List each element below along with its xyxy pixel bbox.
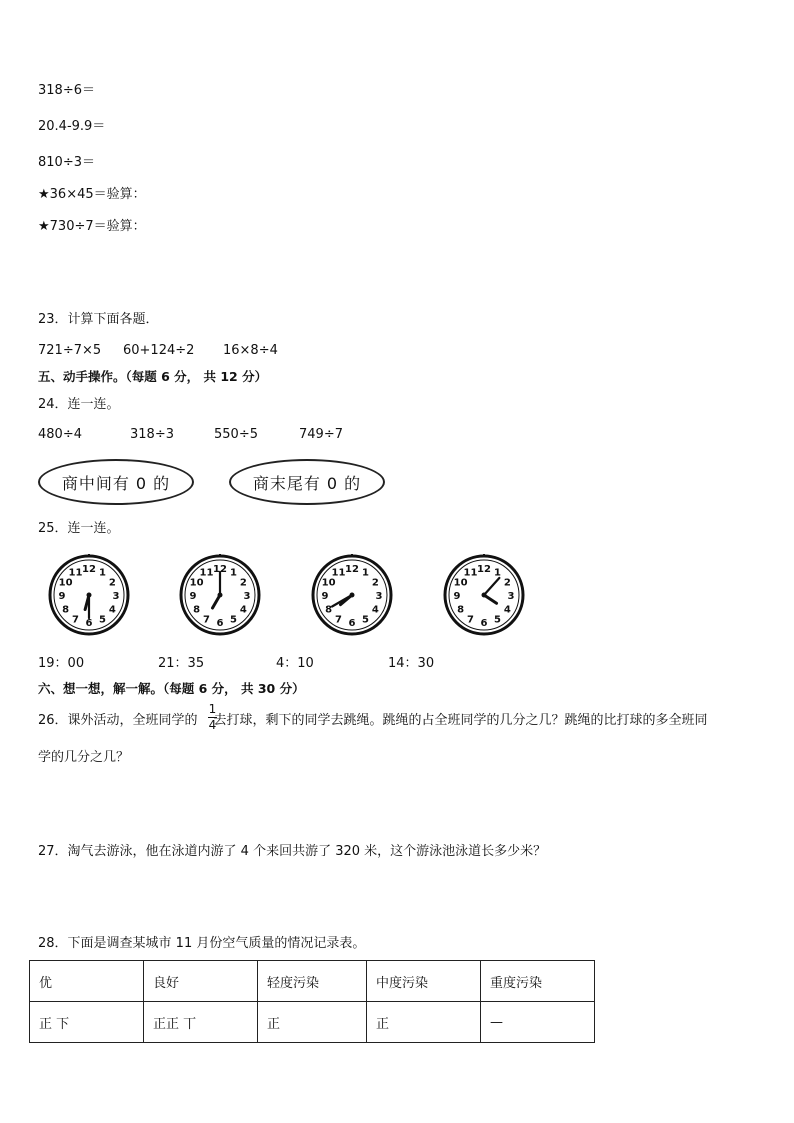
clock-numeral: 4 (371, 604, 379, 616)
clock-numeral: 9 (189, 591, 197, 602)
clock-numeral: 7 (72, 614, 79, 626)
tally-cell: 正正 丅 (144, 1002, 258, 1043)
calc-line-4: ★36×45＝验算： (38, 187, 146, 202)
q23-item: 721÷7×5 (38, 343, 102, 358)
tally-cell: — (481, 1002, 595, 1043)
clock-numeral: 2 (108, 577, 116, 589)
section-5-title: 五、动手操作。（每题 6 分， 共 12 分） (38, 369, 268, 384)
table-header-cell: 轻度污染 (258, 961, 367, 1002)
clock-numeral: 10 (453, 577, 468, 589)
time-label[interactable]: 19：00 (38, 656, 85, 671)
tally-cell: 正 下 (30, 1002, 144, 1043)
calc-line-3: 810÷3＝ (38, 155, 95, 170)
clock-numeral: 12 (345, 564, 359, 575)
clock-numeral: 8 (457, 604, 465, 616)
clock-face-1[interactable] (48, 552, 130, 636)
oval-label: 商末尾有 0 的 (252, 473, 362, 493)
q24-item: 749÷7 (299, 427, 343, 442)
clock-numeral: 1 (99, 567, 106, 579)
clock-center (87, 593, 92, 598)
q25-title: 25．连一连。 (38, 521, 120, 536)
clock-numeral: 10 (58, 577, 73, 589)
q24-items (38, 426, 378, 444)
table-header-cell: 重度污染 (481, 961, 595, 1002)
clock-numeral: 12 (213, 564, 227, 575)
fraction-numerator: 1 (208, 702, 217, 716)
clock-numeral: 8 (62, 604, 70, 616)
air-quality-table (29, 960, 595, 1043)
fraction-one-quarter (208, 703, 217, 732)
clock-numeral: 3 (243, 591, 251, 602)
time-label[interactable]: 4：10 (276, 656, 314, 671)
q26-line-1 (38, 712, 708, 730)
time-label[interactable]: 14：30 (388, 656, 435, 671)
clock-numeral: 6 (348, 618, 356, 629)
q25-times (38, 655, 458, 673)
clock-numeral: 10 (321, 577, 336, 589)
clock-center (482, 593, 487, 598)
clock-numeral: 11 (463, 567, 478, 579)
clock-numeral: 4 (503, 604, 511, 616)
clock-numeral: 2 (371, 577, 379, 589)
clock-numeral: 12 (477, 564, 491, 575)
calc-line-1: 318÷6＝ (38, 83, 95, 98)
clock-numeral: 7 (203, 614, 210, 626)
clock-numeral: 9 (321, 591, 329, 602)
q23-title: 23．计算下面各题． (38, 312, 159, 327)
oval-middle-zero[interactable] (38, 459, 194, 505)
tally-cell: 正 (367, 1002, 481, 1043)
clock-numeral: 11 (331, 567, 346, 579)
clock-numeral: 9 (453, 591, 461, 602)
clock-numeral: 2 (239, 577, 247, 589)
clock-numeral: 6 (480, 618, 488, 629)
clock-numeral: 2 (503, 577, 511, 589)
q24-item: 318÷3 (130, 427, 174, 442)
table-row (30, 1002, 595, 1043)
clock-numeral: 9 (58, 591, 66, 602)
clock-numeral: 8 (325, 604, 333, 616)
calc-line-2: 20.4-9.9＝ (38, 119, 106, 134)
clock-numeral: 11 (199, 567, 214, 579)
clock-numeral: 10 (189, 577, 204, 589)
clock-numeral: 6 (216, 618, 224, 629)
clock-numeral: 8 (193, 604, 201, 616)
clock-face-2[interactable] (179, 552, 261, 636)
clock-numeral: 4 (108, 604, 116, 616)
section-6-title: 六、想一想，解一解。（每题 6 分， 共 30 分） (38, 681, 305, 696)
calc-line-5: ★730÷7＝验算： (38, 219, 146, 234)
q23-items (38, 342, 338, 360)
clock-numeral: 5 (494, 614, 501, 626)
clock-numeral: 3 (375, 591, 383, 602)
clock-numeral: 4 (239, 604, 247, 616)
tally-cell: 正 (258, 1002, 367, 1043)
q26-part2: 去打球，剩下的同学去跳绳。跳绳的占全班同学的几分之几？跳绳的比打球的多全班同 (213, 713, 708, 728)
clock-center (350, 593, 355, 598)
table-header-cell: 优 (30, 961, 144, 1002)
table-header-cell: 中度污染 (367, 961, 481, 1002)
q26-line-2: 学的几分之几？ (38, 750, 130, 765)
clock-face-4[interactable] (443, 552, 525, 636)
clock-numeral: 1 (230, 567, 237, 579)
q23-item: 60+124÷2 (123, 343, 195, 358)
clock-numeral: 3 (112, 591, 120, 602)
time-label[interactable]: 21：35 (158, 656, 205, 671)
clock-numeral: 11 (68, 567, 83, 579)
clock-numeral: 5 (230, 614, 237, 626)
q24-title: 24．连一连。 (38, 397, 120, 412)
clock-numeral: 1 (494, 567, 501, 579)
clock-center (218, 593, 223, 598)
fraction-denominator: 4 (208, 718, 217, 732)
q23-item: 16×8÷4 (223, 343, 278, 358)
clock-numeral: 12 (82, 564, 96, 575)
clock-numeral: 1 (362, 567, 369, 579)
clock-numeral: 7 (467, 614, 474, 626)
clock-numeral: 5 (99, 614, 106, 626)
clock-numeral: 3 (507, 591, 515, 602)
clock-numeral: 6 (85, 618, 93, 629)
oval-end-zero[interactable] (229, 459, 385, 505)
table-header-row (30, 961, 595, 1002)
q27-text: 27．淘气去游泳，他在泳道内游了 4 个来回共游了 320 米，这个游泳池泳道长多少米？ (38, 844, 547, 859)
clock-numeral: 5 (362, 614, 369, 626)
clock-numeral: 7 (335, 614, 342, 626)
q24-item: 480÷4 (38, 427, 82, 442)
q24-item: 550÷5 (214, 427, 258, 442)
oval-label: 商中间有 0 的 (61, 473, 171, 493)
clock-face-3[interactable] (311, 552, 393, 636)
q28-title: 28．下面是调查某城市 11 月份空气质量的情况记录表。 (38, 936, 366, 951)
q26-part1: 26．课外活动，全班同学的 (38, 713, 198, 728)
table-header-cell: 良好 (144, 961, 258, 1002)
